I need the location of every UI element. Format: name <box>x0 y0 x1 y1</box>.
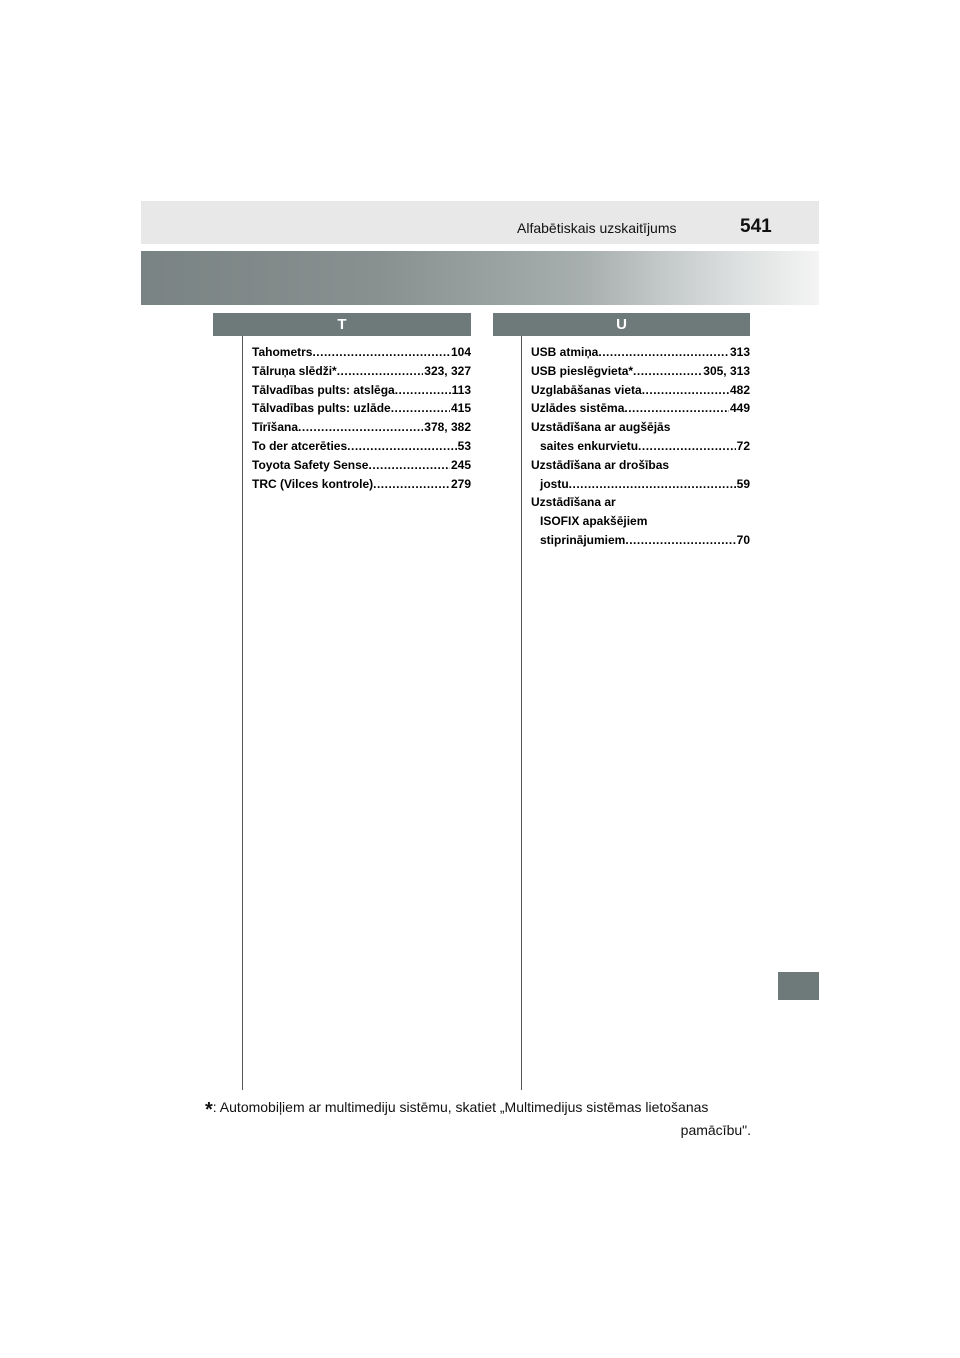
letter-heading-t: T <box>213 313 471 336</box>
footnote-text: : Automobiļiem ar multimediju sistēmu, skatiet „Multimedijus sistēmas lietošanas <box>212 1099 709 1115</box>
index-entry[interactable]: Tālvadības pults: atslēga ..... 113 <box>252 381 471 400</box>
index-entry[interactable]: Toyota Safety Sense ..... 245 <box>252 456 471 475</box>
index-column-u <box>531 343 750 550</box>
index-entry-multiline[interactable] <box>531 456 750 494</box>
index-entry-line: Uzstādīšana ar augšējās <box>531 420 671 435</box>
index-column-t <box>252 343 471 493</box>
header-band <box>141 201 819 244</box>
index-entry[interactable]: USB atmiņa ..... 313 <box>531 343 750 362</box>
column-divider-left <box>242 336 243 1090</box>
index-entry[interactable]: Tālruņa slēdži* ..... 323, 327 <box>252 362 471 381</box>
index-entry[interactable]: TRC (Vilces kontrole) ..... 279 <box>252 475 471 494</box>
index-entry[interactable]: Uzglabāšanas vieta ..... 482 <box>531 381 750 400</box>
chapter-banner <box>141 251 819 305</box>
index-entry[interactable]: Tahometrs ..... 104 <box>252 343 471 362</box>
footnote-line-2: pamācību". <box>680 1122 751 1138</box>
index-entry-line: stiprinājumiem ..... 70 <box>531 531 750 550</box>
section-title: Alfabētiskais uzskaitījums <box>517 220 677 236</box>
index-entry[interactable]: USB pieslēgvieta* ..... 305, 313 <box>531 362 750 381</box>
index-entry-line: saites enkurvietu ..... 72 <box>531 437 750 456</box>
index-entry-multiline[interactable] <box>531 493 750 549</box>
footnote <box>205 1097 751 1140</box>
footnote-asterisk: * <box>205 1099 213 1121</box>
index-entry[interactable]: Tālvadības pults: uzlāde ..... 415 <box>252 399 471 418</box>
page-number: 541 <box>740 216 772 237</box>
chapter-side-tab <box>778 972 819 1000</box>
letter-heading-u: U <box>493 313 750 336</box>
index-entry[interactable]: To der atcerēties ..... 53 <box>252 437 471 456</box>
footnote-line <box>205 1097 751 1120</box>
column-divider-right <box>521 336 522 1090</box>
index-entry-multiline[interactable] <box>531 418 750 456</box>
index-entry[interactable]: Uzlādes sistēma ..... 449 <box>531 399 750 418</box>
index-entry-line: jostu ..... 59 <box>531 475 750 494</box>
index-entry-line: Uzstādīšana ar <box>531 495 616 510</box>
index-entry-line: ISOFIX apakšējiem <box>540 514 648 529</box>
index-entry[interactable]: Tīrīšana ..... 378, 382 <box>252 418 471 437</box>
index-entry-line: Uzstādīšana ar drošības <box>531 457 670 472</box>
